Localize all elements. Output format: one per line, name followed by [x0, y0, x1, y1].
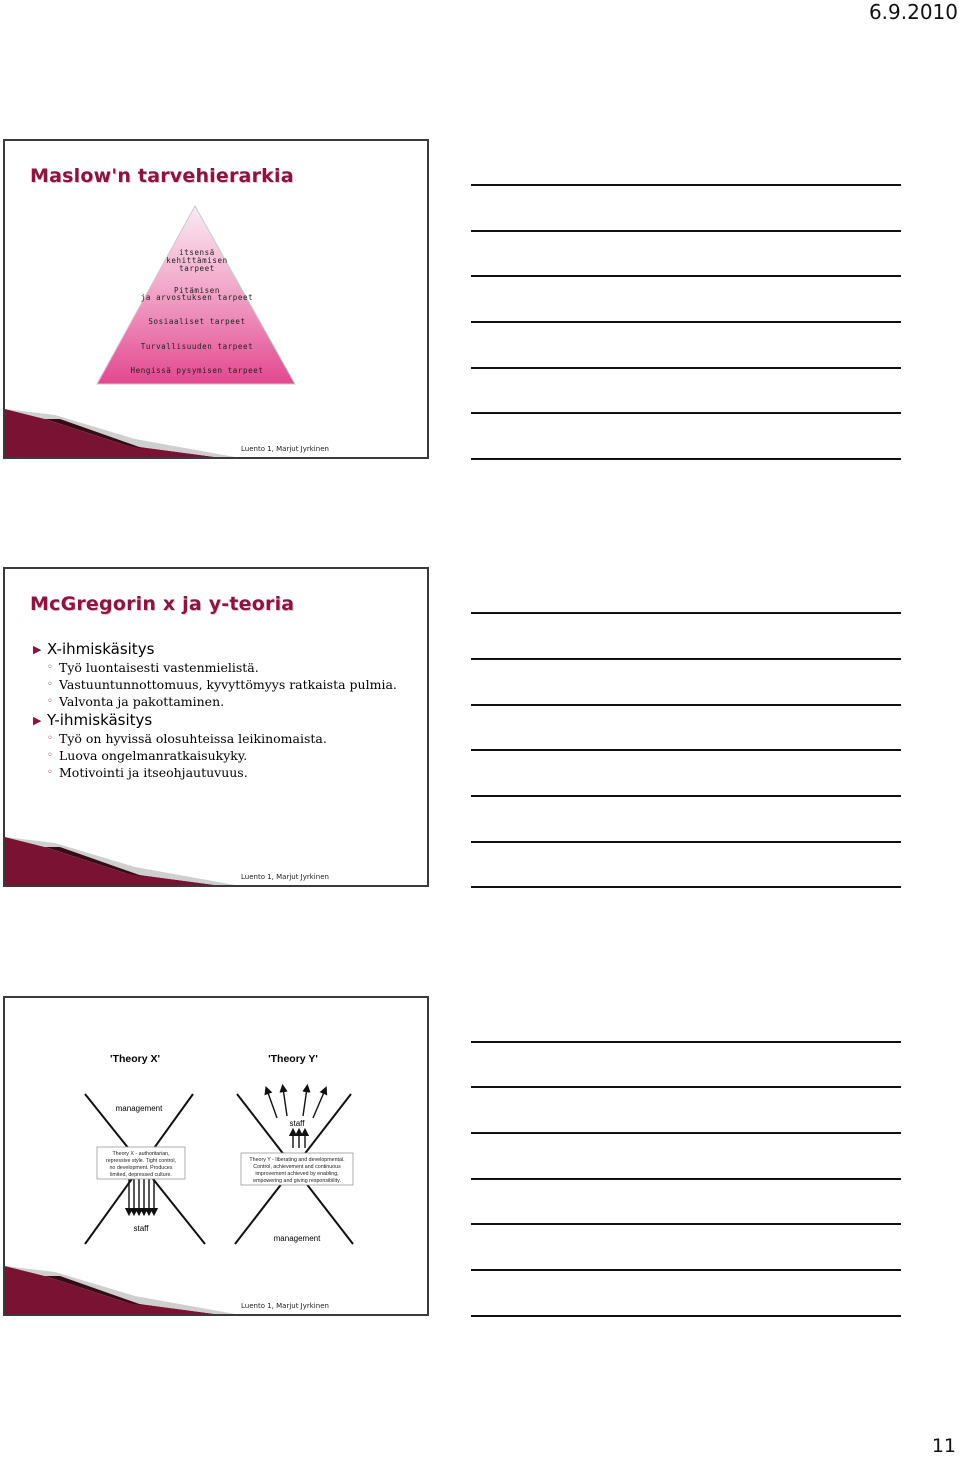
note-line: [471, 704, 901, 706]
bullet-text: Motivointi ja itseohjautuvuus.: [59, 765, 248, 780]
slide-theory-xy: [3, 996, 429, 1316]
page-number: 11: [931, 1435, 956, 1457]
slide-footer: Luento 1, Marjut Jyrkinen: [241, 445, 329, 453]
note-line: [471, 1315, 901, 1317]
bullet-text: Työ luontaisesti vastenmielistä.: [59, 660, 259, 675]
theory-y-box-line: improvement achieved by enabling,: [255, 1171, 339, 1177]
theory-y-box-line: Theory Y - liberating and developmental.: [249, 1157, 345, 1163]
theory-y-bottom-label: management: [273, 1234, 321, 1243]
bullet-heading: Y-ihmiskäsitys: [47, 711, 153, 729]
pyramid-level-text: itsensä: [179, 248, 215, 257]
note-line: [471, 841, 901, 843]
slide-swoosh-decoration: [5, 405, 429, 457]
bullet-heading: X-ihmiskäsitys: [47, 640, 155, 658]
note-line: [471, 275, 901, 277]
theory-y-box-line: empowering and giving responsibility.: [253, 1178, 341, 1184]
pyramid-level-text: ja arvostuksen tarpeet: [140, 293, 254, 302]
theory-x-title: 'Theory X': [110, 1053, 160, 1065]
note-line: [471, 1086, 901, 1088]
up-arrow: [303, 1088, 307, 1116]
theory-x-top-label: management: [115, 1104, 163, 1113]
note-line: [471, 795, 901, 797]
up-arrow: [313, 1090, 325, 1118]
header-date: 6.9.2010: [868, 0, 958, 24]
slide-mcgregor: [3, 567, 429, 887]
bullet-level1: [33, 710, 423, 730]
pyramid-level-text: Pitämisen: [173, 286, 221, 295]
note-line: [471, 230, 901, 232]
bullet-level2: [33, 730, 423, 747]
pyramid-level-text: Turvallisuuden tarpeet: [140, 342, 254, 351]
triangle-bullet-icon: ▶: [33, 643, 42, 656]
slide-footer: Luento 1, Marjut Jyrkinen: [241, 873, 329, 881]
pyramid-level-text: kehittämisen: [166, 256, 228, 265]
note-line: [471, 749, 901, 751]
theory-y-box-line: Control, achievement and continuous: [253, 1164, 341, 1170]
note-line: [471, 1178, 901, 1180]
note-line: [471, 1223, 901, 1225]
note-line: [471, 658, 901, 660]
note-line: [471, 367, 901, 369]
note-line: [471, 321, 901, 323]
theory-x-box-line: no development. Produces: [109, 1165, 173, 1171]
theory-y-top-label: staff: [289, 1119, 305, 1128]
circle-bullet-icon: ◦: [47, 662, 53, 673]
slide-maslow: [3, 139, 429, 459]
theory-x-box-line: limited, depressed culture.: [110, 1172, 172, 1178]
bullet-text: Valvonta ja pakottaminen.: [59, 694, 225, 709]
bullet-list: [33, 639, 423, 781]
note-line: [471, 1269, 901, 1271]
slide-swoosh-decoration: [5, 1262, 429, 1314]
up-arrow: [267, 1090, 277, 1118]
bullet-level1: [33, 639, 423, 659]
slide-swoosh-decoration: [5, 833, 429, 885]
circle-bullet-icon: ◦: [47, 733, 53, 744]
theory-x-bottom-label: staff: [133, 1224, 149, 1233]
circle-bullet-icon: ◦: [47, 750, 53, 761]
slide-title: McGregorin x ja y-teoria: [30, 593, 295, 615]
slide-footer: Luento 1, Marjut Jyrkinen: [241, 1302, 329, 1310]
bullet-level2: [33, 676, 423, 693]
theory-x-box-line: repressive style. Tight control,: [105, 1158, 177, 1164]
note-line: [471, 612, 901, 614]
circle-bullet-icon: ◦: [47, 696, 53, 707]
up-arrow: [283, 1088, 287, 1116]
slide-title: Maslow'n tarvehierarkia: [30, 165, 294, 187]
bullet-text: Työ on hyvissä olosuhteissa leikinomaista.: [59, 731, 327, 746]
note-line: [471, 184, 901, 186]
bullet-level2: [33, 693, 423, 710]
pyramid-level-text: Hengissä pysymisen tarpeet: [130, 366, 264, 375]
bullet-text: Vastuuntunnottomuus, kyvyttömyys ratkaista pulmia.: [59, 677, 397, 692]
note-line: [471, 1041, 901, 1043]
bullet-level2: [33, 659, 423, 676]
bullet-level2: [33, 747, 423, 764]
pyramid-level-text: Sosiaaliset tarpeet: [148, 317, 246, 326]
triangle-bullet-icon: ▶: [33, 714, 42, 727]
bullet-text: Luova ongelmanratkaisukyky.: [59, 748, 248, 763]
note-line: [471, 458, 901, 460]
note-line: [471, 886, 901, 888]
note-line: [471, 1132, 901, 1134]
circle-bullet-icon: ◦: [47, 679, 53, 690]
theory-y-title: 'Theory Y': [268, 1053, 318, 1065]
note-line: [471, 412, 901, 414]
pyramid-level-text: tarpeet: [179, 264, 215, 273]
circle-bullet-icon: ◦: [47, 767, 53, 778]
theory-x-box-line: Theory X - authoritarian,: [112, 1151, 170, 1157]
bullet-level2: [33, 764, 423, 781]
